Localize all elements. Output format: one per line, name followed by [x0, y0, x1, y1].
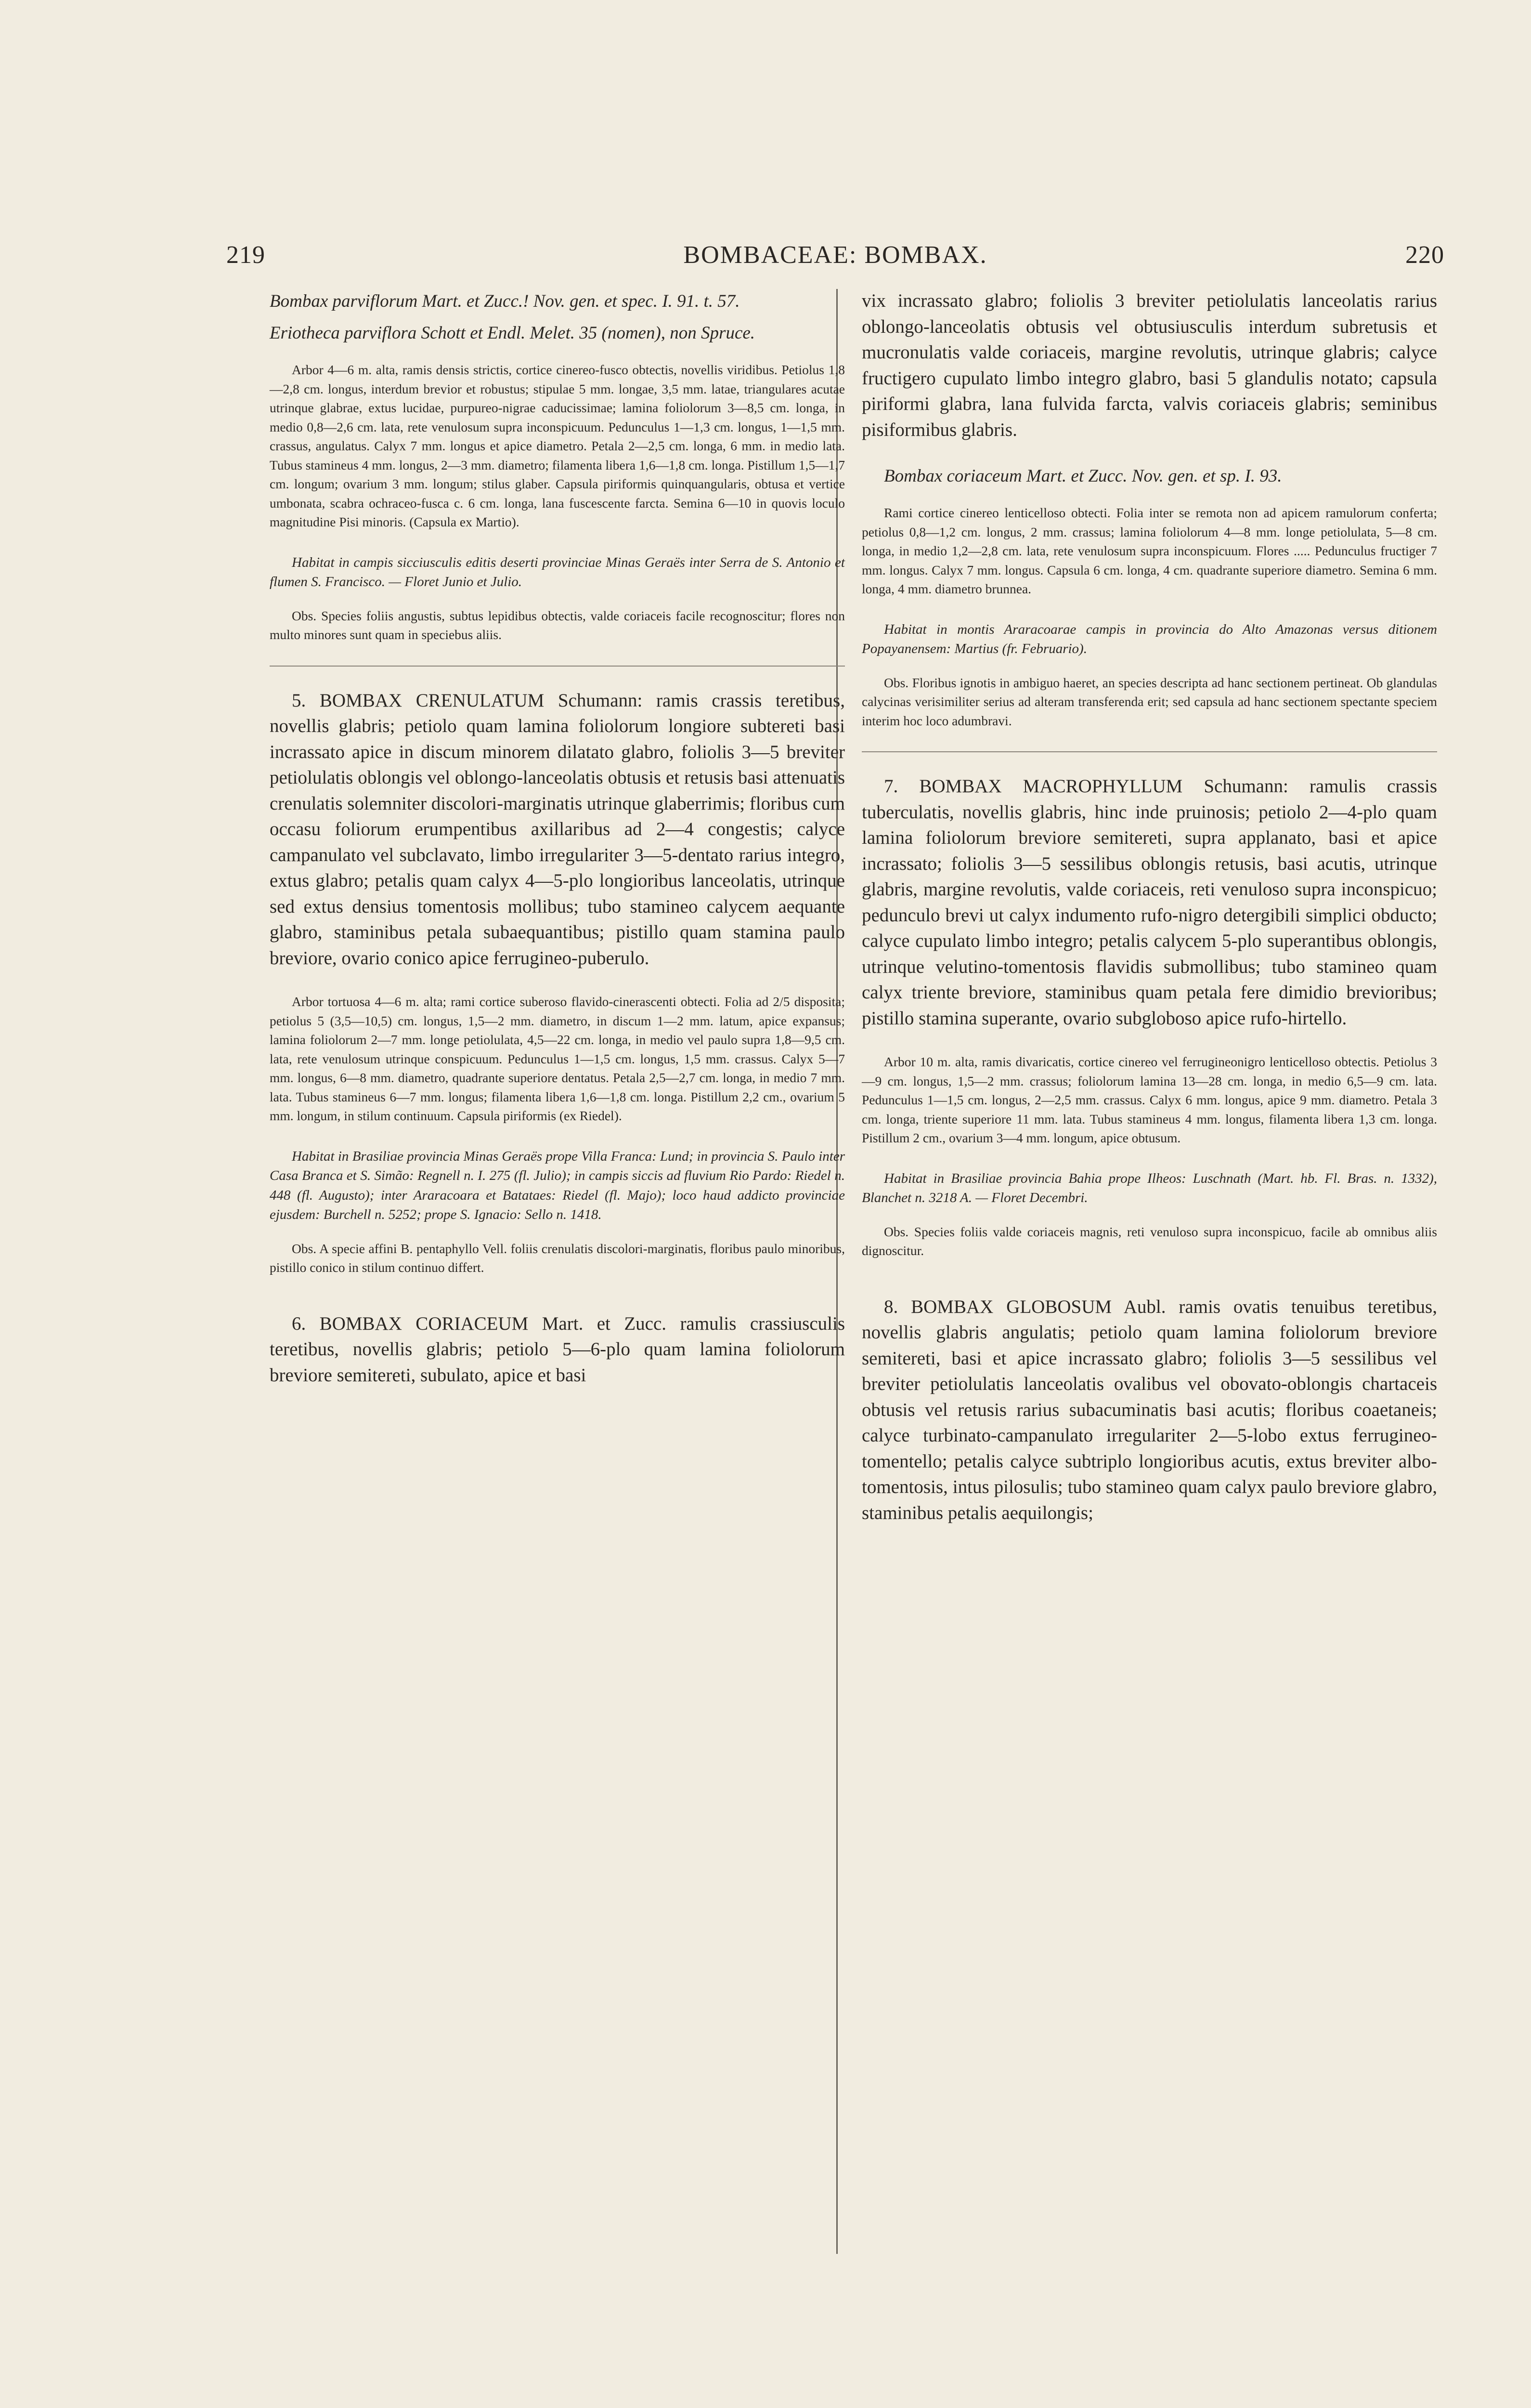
description-sp4: Arbor 4—6 m. alta, ramis densis strictis, cortice cinereo-fusco obtectis, novellis viridibus. Petiolus 1,8—2,8 cm. longus, interdum brevior et robustus; stipulae 5 mm. longae, 3,5 mm. latae, triangulares acutae utrinque glabrae, extus lucidae, purpureo-nigrae caducissimae; lamina foliolorum 3—8,5 cm. longa, in medio 0,8—2,6 cm. lata, rete venulosum supra inconspicuum. Pedunculus 1—1,3 cm. longus, 1—1,5 mm. crassus, angulatus. Calyx 7 mm. longus et apice diametro. Petala 2—2,5 cm. longa, 6 mm. in medio lata. Tubus stamineus 4 mm. longus, 2—3 mm. diametro; filamenta libera 1,6—1,8 cm. longa. Pistillum 1,5—1,7 cm. longum; ovarium 3 mm. longum; stilus glaber. Capsula piriformis quinquangularis, obtusa et vertice umbonata, scabra ochraceo-fusca c. 6 cm. longa, lana fuscescente farcta. Semina 6—10 in quovis loculo magnitudine Pisi minoris. (Capsula ex Martio). [270, 362, 845, 529]
observation-sp5: Obs. A specie affini B. pentaphyllo Vell. foliis crenulatis discolori-marginatis, floribus paulo minoribus, pistillo conico in stilum continuo differt. [270, 1241, 845, 1275]
habitat-sp6: Habitat in montis Araracoarae campis in provincia do Alto Amazonas versus ditionem Popayanensem: Martius (fr. Februario). [862, 621, 1437, 656]
habitat-sp7: Habitat in Brasiliae provincia Bahia prope Ilheos: Luschnath (Mart. hb. Fl. Bras. n. 1332), Blanchet n. 3218 A. — Floret Decembri. [862, 1170, 1437, 1205]
observation-sp4: Obs. Species foliis angustis, subtus lepidibus obtectis, valde coriaceis facile recognoscitur; flores non multo minores sunt quam in speciebus aliis. [270, 608, 845, 642]
running-header [226, 241, 1444, 275]
synonym-2: Eriotheca parviflora Schott et Endl. Melet. 35 (nomen), non Spruce. [270, 323, 755, 343]
page-number-left: 219 [226, 241, 265, 269]
header-title: BOMBACEAE: BOMBAX. [683, 241, 987, 269]
species-6-diagnosis: 6. BOMBAX CORIACEUM Mart. et Zucc. ramulis crassiusculis teretibus, novellis glabris; petiolo 5—6-plo quam lamina foliolorum breviore semitereti, subulato, apice et basi [270, 1313, 845, 1386]
habitat-sp5: Habitat in Brasiliae provincia Minas Geraës prope Villa Franca: Lund; in provincia S. Paulo inter Casa Branca et S. Simão: Regnell n. I. 275 (fl. Julio); in campis siccis ad fluvium Rio Pardo: Riedel n. 448 (fl. Augusto); inter Araracoara et Batataes: Riedel (fl. Majo); loco haud addicto provinciae ejusdem: Burchell n. 5252; prope S. Ignacio: Sello n. 1418. [270, 1148, 845, 1222]
synonym-1: Bombax parviflorum Mart. et Zucc.! Nov. gen. et spec. I. 91. t. 57. [270, 291, 740, 311]
page-number-right: 220 [1405, 241, 1444, 269]
observation-sp7: Obs. Species foliis valde coriaceis magnis, reti venuloso supra inconspicuo, facile ab omnibus aliis dignoscitur. [862, 1224, 1437, 1258]
description-sp6: Rami cortice cinereo lenticelloso obtecti. Folia inter se remota non ad apicem ramulorum conferta; petiolus 0,8—1,2 cm. longus, 2 mm. crassus; lamina foliolorum 4—8 mm. longe petiolulata, 5—8 cm. longa, in medio 1,2—2,8 cm. lata, rete venulosum supra inconspicuum. Flores ..... Pedunculus fructiger 7 mm. longus. Calyx 7 mm. longus. Capsula 6 cm. longa, 4 cm. quadrante superiore diametro. Semina 6 mm. longa, 4 mm. diametro brunnea. [862, 505, 1437, 596]
description-sp5: Arbor tortuosa 4—6 m. alta; rami cortice suberoso flavido-cinerascenti obtecti. Folia ad 2/5 disposita; petiolus 5 (3,5—10,5) cm. longus, 1,5—2 mm. diametro, in discum 1—2 mm. latum, apice expansus; lamina foliolorum 2—7 mm. longe petiolulata, 4,5—22 cm. longa, in medio vel paulo supra 1,8—9,5 cm. lata, rete venulosum utrinque conspicuum. Pedunculus 1—1,5 cm. longus, 1,5 mm. crassus. Calyx 5—7 mm. longus, 6—8 mm. diametro, quadrante superiore dentatus. Petala 2,5—2,7 cm. longa, in medio 7 mm. lata. Tubus stamineus 6—7 mm. longus; filamenta libera 1,6—1,8 cm. longa. Pistillum 2,2 cm., ovarium 5 mm. longum, in stilum continuum. Capsula piriformis (ex Riedel). [270, 994, 845, 1123]
species-5-diagnosis: 5. BOMBAX CRENULATUM Schumann: ramis crassis teretibus, novellis glabris; petiolo quam lamina foliolorum longiore subtereti basi incrassato apice in discum minorem dilatato glabro, foliolis 3—5 breviter petiolulatis oblongis vel oblongo-lanceolatis obtusis et retusis basi attenuatis crenulatis solemniter discolori-marginatis utrinque glaberrimis; floribus cum occasu foliorum erumpentibus axillaribus ad 2—4 congestis; calyce campanulato vel subclavato, limbo irregulariter 3—5-dentato rarius integro, extus glabro; petalis quam calyx 4—5-plo longioribus lanceolatis, utrinque sed extus densius tomentosis mollibus; tubo stamineo calycem aequante glabro, staminibus petala subaequantibus; pistillo quam stamina paulo breviore, ovario conico apice ferrugineo-puberulo. [270, 690, 845, 968]
observation-sp6: Obs. Floribus ignotis in ambiguo haeret, an species descripta ad hanc sectionem pertineat. Ob glandulas calycinas verisimiliter serius ad alteram transferenda erit; sed capsula ad hanc sectionem spectante speciem interim hoc loco adumbravi. [862, 675, 1437, 728]
species-8-diagnosis: 8. BOMBAX GLOBOSUM Aubl. ramis ovatis tenuibus teretibus, novellis glabris angulatis; petiolo quam lamina foliolorum breviore semitereti, basi et apice incrassato glabro; foliolis 3—5 sessilibus vel breviter petiolulatis lanceolatis ovalibus vel obovato-oblongis chartaceis obtusis vel retusis rarius subacuminatis basi acutis; floribus coaetaneis; calyce turbinato-campanulato irregulariter 2—5-lobo extus ferrugineo-tomentello; petalis calyce subtriplo longioribus acutis, extus breviter albo-tomentosis, intus pilosulis; tubo stamineo quam calyx paulo breviore glabro, staminibus petalis aequilongis; [862, 1296, 1437, 1523]
species-7-diagnosis: 7. BOMBAX MACROPHYLLUM Schumann: ramulis crassis tuberculatis, novellis glabris, hinc inde pruinosis; petiolo 2—4-plo quam lamina foliolorum breviore semitereti, supra applanato, basi et apice incrassato; foliolis 3—5 sessilibus oblongis retusis, basi acutis, utrinque glabris, margine revolutis, valde coriaceis, reti venuloso supra inconspicuo; pedunculo brevi ut calyx indumento rufo-nigro detergibili simplici obducto; calyce cupulato limbo integro; petalis calycem 5-plo superantibus oblongis, utrinque velutino-tomentosis flavidis submollibus; tubo stamineo quam calyx triente breviore, staminibus quam petala fere dimidio brevioribus; pistillo stamina superante, ovario subgloboso apice rufo-hirtello. [862, 776, 1437, 1029]
right-column [862, 288, 1437, 1526]
synonym-sp6: Bombax coriaceum Mart. et Zucc. Nov. gen. et sp. I. 93. [884, 466, 1282, 486]
left-column [270, 288, 845, 1388]
habitat-sp4: Habitat in campis sicciusculis editis deserti provinciae Minas Geraës inter Serra de S. Antonio et flumen S. Francisco. — Floret Junio et Julio. [270, 554, 845, 589]
description-sp7: Arbor 10 m. alta, ramis divaricatis, cortice cinereo vel ferrugineonigro lenticelloso obtectis. Petiolus 3—9 cm. longus, 1,5—2 mm. crassus; foliolorum lamina 13—28 cm. longa, in medio 6,5—9 cm. lata. Pedunculus 1—1,5 cm. longus, 2—2,5 mm. crassus. Calyx 6 mm. longus, apice 9 mm. diametro. Petala 3 cm. longa, triente superiore 11 mm. lata. Tubus stamineus 4 mm. longus, filamenta libera 1,3 cm. longa. Pistillum 2 cm., ovarium 3—4 mm. longum, apice obtusum. [862, 1054, 1437, 1145]
species-6-continued: vix incrassato glabro; foliolis 3 breviter petiolulatis lanceolatis rarius oblongo-lanceolatis obtusis vel obtusiusculis interdum subretusis et mucronulatis valde coriaceis, margine revolutis, utrinque glabris; calyce fructigero cupulato limbo integro glabro, basi 5 glandulis notato; capsula piriformi glabra, lana fulvida farcta, valvis coriaceis glabris; seminibus pisiformibus glabris. [862, 290, 1437, 440]
